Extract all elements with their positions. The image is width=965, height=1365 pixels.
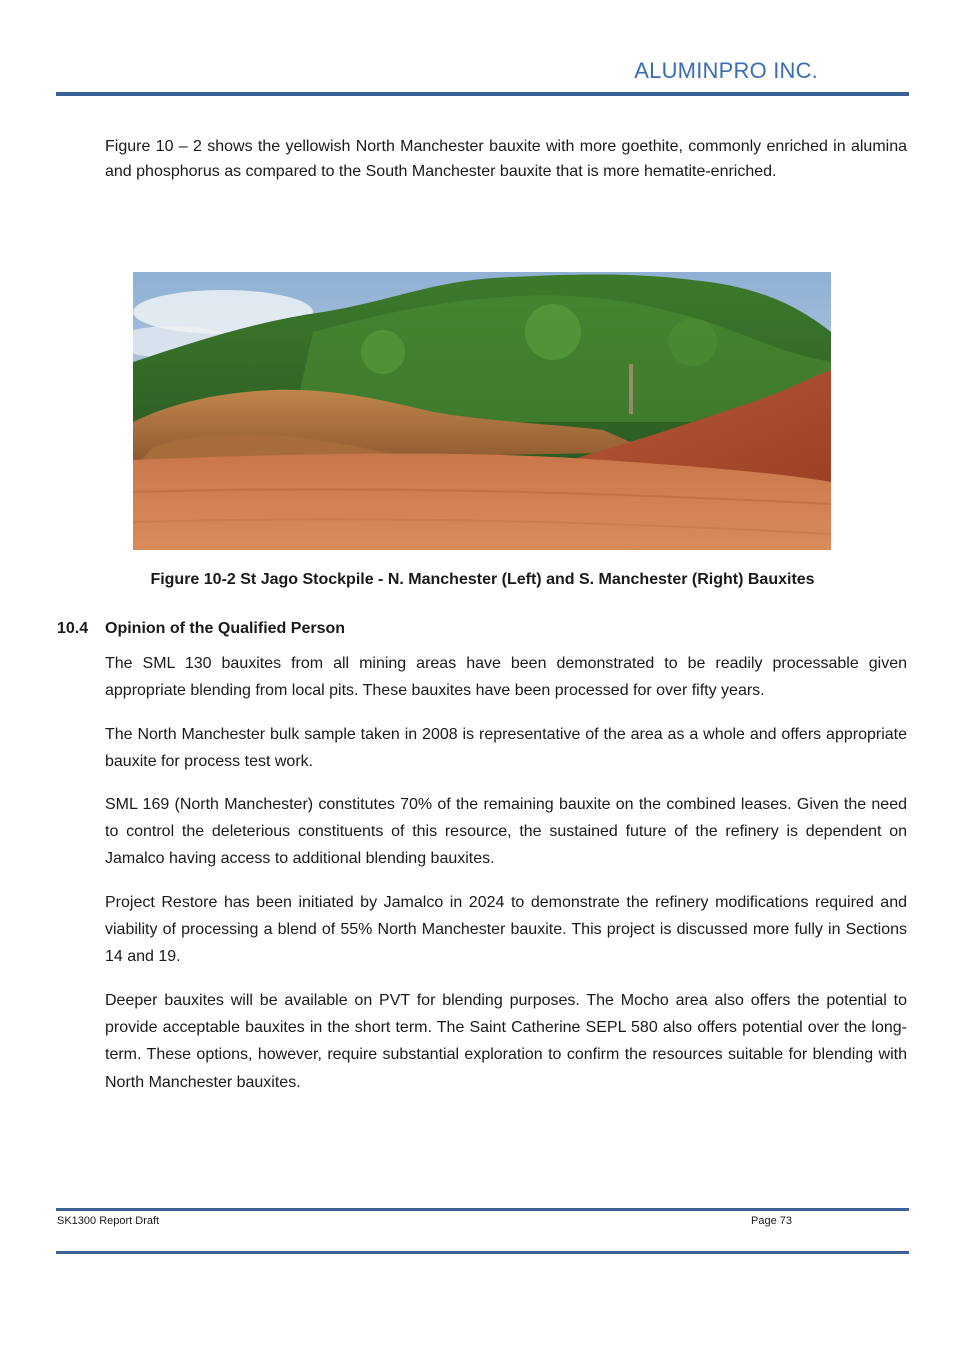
section-title: Opinion of the Qualified Person bbox=[105, 620, 346, 637]
section-paragraph: The SML 130 bauxites from all mining areas have been demonstrated to be readily processable given appropriate blending from local pits. These bauxites have been processed for over fifty years. bbox=[105, 655, 907, 700]
section-paragraph: The North Manchester bulk sample taken in 2008 is representative of the area as a whole and offers appropriate bauxite for process test work. bbox=[105, 726, 907, 771]
footer-rule-top bbox=[56, 1208, 909, 1211]
intro-paragraph: Figure 10 – 2 shows the yellowish North Manchester bauxite with more goethite, commonly enriched in alumina and phosphorus as compared to the South Manchester bauxite that is more hematite-enriched. bbox=[105, 138, 907, 180]
footer-page-number: Page 73 bbox=[751, 1215, 792, 1227]
section-paragraph: SML 169 (North Manchester) constitutes 70% of the remaining bauxite on the combined leases. Given the need to control the deleterious constituents of this resource, the sustained future of the refinery is dependent on Jamalco having access to additional blending bauxites. bbox=[105, 796, 907, 868]
section-paragraph: Project Restore has been initiated by Jamalco in 2024 to demonstrate the refinery modifications required and viability of processing a blend of 55% North Manchester bauxite. This project is discussed more fully in Sections 14 and 19. bbox=[105, 894, 907, 966]
section-number: 10.4 bbox=[57, 620, 89, 637]
figure-caption: Figure 10-2 St Jago Stockpile - N. Manchester (Left) and S. Manchester (Right) Bauxites bbox=[150, 571, 815, 588]
section-paragraph: Deeper bauxites will be available on PVT for blending purposes. The Mocho area also offers the potential to provide acceptable bauxites in the short term. The Saint Catherine SEPL 580 also offers potential over the long-term. These options, however, require substantial exploration to confirm the resources suitable for blending with North Manchester bauxites. bbox=[105, 992, 907, 1091]
footer-rule-bottom bbox=[56, 1251, 909, 1254]
stockpile-photo bbox=[133, 272, 831, 550]
company-name: ALUMINPRO INC. bbox=[634, 58, 818, 83]
header-rule bbox=[56, 92, 909, 96]
footer-report-name: SK1300 Report Draft bbox=[57, 1215, 160, 1227]
